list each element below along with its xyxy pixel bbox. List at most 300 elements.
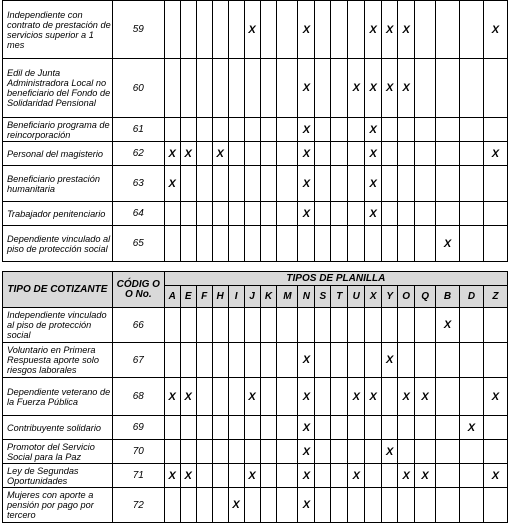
planilla-cell-q xyxy=(415,202,436,226)
planilla-cell-a: X xyxy=(164,464,180,488)
cotizante-code: 65 xyxy=(112,226,164,262)
planilla-cell-u xyxy=(348,343,365,378)
planilla-cell-u: X xyxy=(348,59,365,118)
column-header-x: X xyxy=(365,286,382,308)
table-row xyxy=(3,118,508,142)
planilla-cell-f xyxy=(196,118,212,142)
planilla-cell-d xyxy=(459,488,483,523)
planilla-cell-d: X xyxy=(459,416,483,440)
planilla-cell-x xyxy=(365,343,382,378)
header-tipos-planilla: TIPOS DE PLANILLA xyxy=(164,272,507,286)
planilla-cell-k xyxy=(260,118,277,142)
planilla-cell-n: X xyxy=(298,118,315,142)
planilla-cell-j: X xyxy=(244,378,260,416)
planilla-cell-x xyxy=(365,440,382,464)
planilla-cell-d xyxy=(460,118,484,142)
planilla-cell-k xyxy=(260,202,277,226)
planilla-cell-y xyxy=(382,416,398,440)
planilla-cell-x: X xyxy=(365,202,382,226)
planilla-cell-z xyxy=(483,416,507,440)
cotizante-code: 69 xyxy=(112,416,164,440)
column-header-d: D xyxy=(459,286,483,308)
planilla-cell-f xyxy=(196,142,212,166)
planilla-cell-j xyxy=(244,59,260,118)
planilla-table-2 xyxy=(2,271,508,523)
planilla-cell-k xyxy=(260,378,277,416)
planilla-cell-i xyxy=(228,416,244,440)
planilla-cell-i xyxy=(228,343,244,378)
cotizante-name: Trabajador penitenciario xyxy=(3,202,113,226)
planilla-cell-z: X xyxy=(483,1,507,59)
planilla-cell-d xyxy=(460,166,484,202)
planilla-cell-a xyxy=(164,416,180,440)
planilla-cell-o xyxy=(398,226,415,262)
planilla-cell-o xyxy=(398,488,415,523)
planilla-cell-t xyxy=(331,202,348,226)
column-header-n: N xyxy=(298,286,315,308)
planilla-cell-s xyxy=(315,343,331,378)
planilla-cell-s xyxy=(315,488,331,523)
planilla-cell-f xyxy=(196,464,212,488)
planilla-cell-t xyxy=(331,464,348,488)
planilla-cell-h xyxy=(212,1,228,59)
planilla-cell-i xyxy=(228,142,244,166)
planilla-cell-e: X xyxy=(180,378,196,416)
planilla-cell-s xyxy=(315,464,331,488)
planilla-cell-x xyxy=(365,464,382,488)
header-tipo-cotizante: TIPO DE COTIZANTE xyxy=(3,272,113,308)
planilla-cell-q xyxy=(415,440,436,464)
planilla-cell-k xyxy=(260,142,277,166)
planilla-cell-n: X xyxy=(298,378,315,416)
planilla-cell-b xyxy=(436,59,460,118)
planilla-cell-b: X xyxy=(436,226,460,262)
planilla-cell-u xyxy=(348,488,365,523)
planilla-cell-a xyxy=(164,308,180,343)
planilla-cell-y: X xyxy=(382,440,398,464)
planilla-cell-h xyxy=(212,308,228,343)
planilla-cell-t xyxy=(331,488,348,523)
planilla-cell-s xyxy=(315,378,331,416)
planilla-cell-j xyxy=(244,416,260,440)
planilla-cell-n: X xyxy=(298,59,315,118)
cotizante-code: 66 xyxy=(112,308,164,343)
planilla-cell-q xyxy=(415,226,436,262)
planilla-cell-b xyxy=(436,440,460,464)
planilla-cell-u xyxy=(348,202,365,226)
column-header-s: S xyxy=(315,286,331,308)
planilla-cell-t xyxy=(331,59,348,118)
planilla-cell-m xyxy=(277,166,298,202)
planilla-cell-u: X xyxy=(348,464,365,488)
column-header-a: A xyxy=(164,286,180,308)
planilla-cell-m xyxy=(277,343,298,378)
column-header-z: Z xyxy=(483,286,507,308)
planilla-cell-h xyxy=(212,440,228,464)
planilla-cell-m xyxy=(277,226,298,262)
planilla-cell-y: X xyxy=(382,1,398,59)
planilla-cell-y xyxy=(382,166,398,202)
planilla-cell-f xyxy=(196,202,212,226)
cotizante-name: Personal del magisterio xyxy=(3,142,113,166)
planilla-cell-e xyxy=(180,166,196,202)
cotizante-name: Beneficiario prestación humanitaria xyxy=(3,166,113,202)
planilla-cell-n: X xyxy=(298,142,315,166)
planilla-cell-x: X xyxy=(365,1,382,59)
cotizante-code: 60 xyxy=(112,59,164,118)
column-header-y: Y xyxy=(382,286,398,308)
table-row xyxy=(3,59,508,118)
column-header-o: O xyxy=(398,286,415,308)
planilla-cell-z xyxy=(483,118,507,142)
planilla-cell-n xyxy=(298,308,315,343)
planilla-cell-o xyxy=(398,416,415,440)
planilla-cell-d xyxy=(460,142,484,166)
planilla-cell-s xyxy=(315,308,331,343)
planilla-cell-x: X xyxy=(365,142,382,166)
cotizante-name: Independiente vinculado al piso de protección social xyxy=(3,308,113,343)
planilla-cell-f xyxy=(196,226,212,262)
planilla-cell-m xyxy=(277,59,298,118)
planilla-cell-s xyxy=(315,226,331,262)
planilla-cell-k xyxy=(260,488,277,523)
planilla-cell-k xyxy=(260,416,277,440)
planilla-cell-y xyxy=(382,142,398,166)
planilla-cell-e xyxy=(180,118,196,142)
planilla-cell-y xyxy=(382,378,398,416)
planilla-cell-q xyxy=(415,118,436,142)
planilla-cell-a xyxy=(164,59,180,118)
planilla-cell-d xyxy=(460,59,484,118)
planilla-cell-m xyxy=(277,308,298,343)
cotizante-code: 59 xyxy=(112,1,164,59)
planilla-cell-m xyxy=(277,464,298,488)
planilla-cell-i xyxy=(228,202,244,226)
planilla-cell-s xyxy=(315,202,331,226)
table-row xyxy=(3,202,508,226)
planilla-cell-j xyxy=(244,202,260,226)
planilla-cell-m xyxy=(277,440,298,464)
planilla-cell-o: X xyxy=(398,378,415,416)
planilla-cell-b xyxy=(436,166,460,202)
planilla-cell-q xyxy=(415,343,436,378)
planilla-cell-f xyxy=(196,308,212,343)
planilla-cell-y xyxy=(382,464,398,488)
planilla-cell-z xyxy=(483,202,507,226)
planilla-cell-y xyxy=(382,488,398,523)
column-header-e: E xyxy=(180,286,196,308)
planilla-cell-h xyxy=(212,343,228,378)
planilla-cell-e xyxy=(180,202,196,226)
planilla-cell-u xyxy=(348,308,365,343)
planilla-cell-t xyxy=(331,416,348,440)
planilla-cell-y xyxy=(382,308,398,343)
planilla-cell-t xyxy=(331,118,348,142)
planilla-cell-k xyxy=(260,308,277,343)
planilla-cell-s xyxy=(315,142,331,166)
planilla-cell-k xyxy=(260,343,277,378)
planilla-cell-h xyxy=(212,488,228,523)
planilla-cell-k xyxy=(260,1,277,59)
table-row xyxy=(3,1,508,59)
planilla-cell-s xyxy=(315,59,331,118)
planilla-cell-q xyxy=(415,166,436,202)
planilla-cell-a xyxy=(164,488,180,523)
planilla-cell-j xyxy=(244,166,260,202)
planilla-cell-k xyxy=(260,59,277,118)
planilla-cell-o xyxy=(398,440,415,464)
planilla-cell-u xyxy=(348,1,365,59)
cotizante-name: Dependiente veterano de la Fuerza Pública xyxy=(3,378,113,416)
cotizante-name: Dependiente vinculado al piso de protección social xyxy=(3,226,113,262)
planilla-cell-n xyxy=(298,226,315,262)
planilla-cell-u xyxy=(348,166,365,202)
planilla-cell-t xyxy=(331,440,348,464)
planilla-cell-d xyxy=(459,440,483,464)
planilla-cell-f xyxy=(196,59,212,118)
table-row xyxy=(3,464,508,488)
planilla-cell-y xyxy=(382,118,398,142)
planilla-cell-y xyxy=(382,226,398,262)
planilla-cell-f xyxy=(196,343,212,378)
column-header-m: M xyxy=(277,286,298,308)
planilla-cell-j xyxy=(244,440,260,464)
planilla-cell-m xyxy=(277,142,298,166)
planilla-cell-m xyxy=(277,1,298,59)
planilla-cell-f xyxy=(196,166,212,202)
planilla-cell-n: X xyxy=(298,440,315,464)
table-row xyxy=(3,166,508,202)
planilla-cell-t xyxy=(331,343,348,378)
planilla-cell-s xyxy=(315,1,331,59)
planilla-cell-z: X xyxy=(483,464,507,488)
planilla-cell-h xyxy=(212,226,228,262)
planilla-cell-b xyxy=(436,142,460,166)
planilla-cell-e: X xyxy=(180,142,196,166)
planilla-table-1 xyxy=(2,0,508,262)
cotizante-code: 72 xyxy=(112,488,164,523)
cotizante-name: Independiente con contrato de prestación de servicios superior a 1 mes xyxy=(3,1,113,59)
cotizante-name: Beneficiario programa de reincorporación xyxy=(3,118,113,142)
planilla-cell-o: X xyxy=(398,464,415,488)
planilla-cell-d xyxy=(459,308,483,343)
planilla-cell-e xyxy=(180,226,196,262)
cotizante-code: 63 xyxy=(112,166,164,202)
planilla-cell-m xyxy=(277,488,298,523)
planilla-cell-d xyxy=(459,378,483,416)
planilla-cell-x: X xyxy=(365,166,382,202)
planilla-cell-b: X xyxy=(436,308,460,343)
planilla-cell-b xyxy=(436,343,460,378)
planilla-cell-o xyxy=(398,202,415,226)
planilla-cell-h xyxy=(212,416,228,440)
cotizante-code: 67 xyxy=(112,343,164,378)
planilla-cell-x xyxy=(365,416,382,440)
planilla-cell-q xyxy=(415,488,436,523)
planilla-cell-q xyxy=(415,416,436,440)
planilla-cell-t xyxy=(331,1,348,59)
planilla-cell-d xyxy=(459,343,483,378)
cotizante-code: 68 xyxy=(112,378,164,416)
column-header-i: I xyxy=(228,286,244,308)
planilla-cell-q xyxy=(415,142,436,166)
planilla-cell-s xyxy=(315,118,331,142)
planilla-cell-z xyxy=(483,343,507,378)
planilla-cell-t xyxy=(331,166,348,202)
planilla-cell-z xyxy=(483,166,507,202)
planilla-cell-f xyxy=(196,440,212,464)
planilla-cell-h xyxy=(212,378,228,416)
planilla-cell-z xyxy=(483,440,507,464)
planilla-cell-u: X xyxy=(348,378,365,416)
planilla-cell-h xyxy=(212,166,228,202)
column-header-t: T xyxy=(331,286,348,308)
planilla-cell-e xyxy=(180,59,196,118)
planilla-cell-a xyxy=(164,202,180,226)
planilla-cell-m xyxy=(277,416,298,440)
planilla-cell-x xyxy=(365,226,382,262)
planilla-cell-j: X xyxy=(244,1,260,59)
cotizante-code: 64 xyxy=(112,202,164,226)
planilla-cell-n: X xyxy=(298,416,315,440)
planilla-cell-y xyxy=(382,202,398,226)
planilla-cell-m xyxy=(277,118,298,142)
planilla-cell-j xyxy=(244,118,260,142)
planilla-cell-a xyxy=(164,118,180,142)
planilla-cell-a: X xyxy=(164,378,180,416)
planilla-cell-o xyxy=(398,118,415,142)
planilla-cell-t xyxy=(331,226,348,262)
planilla-cell-u xyxy=(348,440,365,464)
planilla-cell-q xyxy=(415,1,436,59)
cotizante-code: 71 xyxy=(112,464,164,488)
planilla-cell-i xyxy=(228,1,244,59)
planilla-cell-s xyxy=(315,440,331,464)
planilla-cell-b xyxy=(436,202,460,226)
planilla-cell-h xyxy=(212,118,228,142)
planilla-cell-o xyxy=(398,166,415,202)
planilla-cell-e xyxy=(180,416,196,440)
planilla-cell-b xyxy=(436,464,460,488)
column-header-k: K xyxy=(260,286,277,308)
planilla-cell-m xyxy=(277,378,298,416)
planilla-cell-i xyxy=(228,308,244,343)
planilla-cell-b xyxy=(436,1,460,59)
planilla-cell-z xyxy=(483,488,507,523)
planilla-cell-i xyxy=(228,378,244,416)
planilla-cell-y: X xyxy=(382,59,398,118)
planilla-cell-e: X xyxy=(180,464,196,488)
column-header-f: F xyxy=(196,286,212,308)
planilla-cell-e xyxy=(180,488,196,523)
planilla-cell-f xyxy=(196,488,212,523)
planilla-cell-o xyxy=(398,308,415,343)
planilla-cell-o: X xyxy=(398,1,415,59)
planilla-cell-z xyxy=(483,308,507,343)
planilla-cell-z xyxy=(483,59,507,118)
planilla-cell-j: X xyxy=(244,464,260,488)
planilla-cell-u xyxy=(348,142,365,166)
table-row xyxy=(3,378,508,416)
cotizante-code: 61 xyxy=(112,118,164,142)
planilla-cell-k xyxy=(260,464,277,488)
planilla-cell-o xyxy=(398,142,415,166)
planilla-cell-k xyxy=(260,166,277,202)
planilla-cell-d xyxy=(460,226,484,262)
planilla-cell-d xyxy=(460,202,484,226)
cotizante-name: Promotor del Servicio Social para la Paz xyxy=(3,440,113,464)
cotizante-name: Ley de Segundas Oportunidades xyxy=(3,464,113,488)
table-row xyxy=(3,440,508,464)
column-header-u: U xyxy=(348,286,365,308)
planilla-cell-b xyxy=(436,118,460,142)
planilla-cell-j xyxy=(244,142,260,166)
table-row xyxy=(3,416,508,440)
planilla-cell-n: X xyxy=(298,1,315,59)
planilla-cell-a: X xyxy=(164,166,180,202)
planilla-cell-i xyxy=(228,59,244,118)
planilla-cell-a: X xyxy=(164,142,180,166)
planilla-cell-t xyxy=(331,308,348,343)
planilla-cell-z xyxy=(483,226,507,262)
planilla-cell-u xyxy=(348,416,365,440)
planilla-cell-x: X xyxy=(365,118,382,142)
planilla-cell-a xyxy=(164,343,180,378)
cotizante-name: Contribuyente solidario xyxy=(3,416,113,440)
planilla-cell-t xyxy=(331,142,348,166)
table-row xyxy=(3,142,508,166)
planilla-cell-n: X xyxy=(298,202,315,226)
planilla-cell-e xyxy=(180,1,196,59)
planilla-cell-u xyxy=(348,226,365,262)
planilla-cell-h xyxy=(212,464,228,488)
planilla-cell-j xyxy=(244,343,260,378)
planilla-cell-n: X xyxy=(298,488,315,523)
planilla-cell-a xyxy=(164,226,180,262)
planilla-cell-a xyxy=(164,1,180,59)
column-header-q: Q xyxy=(415,286,436,308)
planilla-cell-x xyxy=(365,308,382,343)
cotizante-code: 62 xyxy=(112,142,164,166)
planilla-cell-y: X xyxy=(382,343,398,378)
planilla-cell-f xyxy=(196,1,212,59)
planilla-cell-n: X xyxy=(298,166,315,202)
planilla-cell-z: X xyxy=(483,142,507,166)
planilla-cell-q: X xyxy=(415,378,436,416)
planilla-cell-s xyxy=(315,166,331,202)
planilla-cell-x xyxy=(365,488,382,523)
planilla-cell-i: X xyxy=(228,488,244,523)
planilla-cell-d xyxy=(460,1,484,59)
column-header-b: B xyxy=(436,286,460,308)
planilla-cell-e xyxy=(180,343,196,378)
table-row xyxy=(3,488,508,523)
column-header-h: H xyxy=(212,286,228,308)
planilla-cell-x: X xyxy=(365,378,382,416)
planilla-cell-q xyxy=(415,308,436,343)
planilla-cell-h: X xyxy=(212,142,228,166)
planilla-cell-i xyxy=(228,464,244,488)
planilla-cell-b xyxy=(436,488,460,523)
cotizante-name: Edil de Junta Administradora Local no beneficiario del Fondo de Solidaridad Pensional xyxy=(3,59,113,118)
planilla-cell-b xyxy=(436,416,460,440)
planilla-cell-u xyxy=(348,118,365,142)
planilla-cell-o xyxy=(398,343,415,378)
table-row xyxy=(3,226,508,262)
planilla-cell-q: X xyxy=(415,464,436,488)
planilla-cell-k xyxy=(260,440,277,464)
planilla-cell-f xyxy=(196,378,212,416)
